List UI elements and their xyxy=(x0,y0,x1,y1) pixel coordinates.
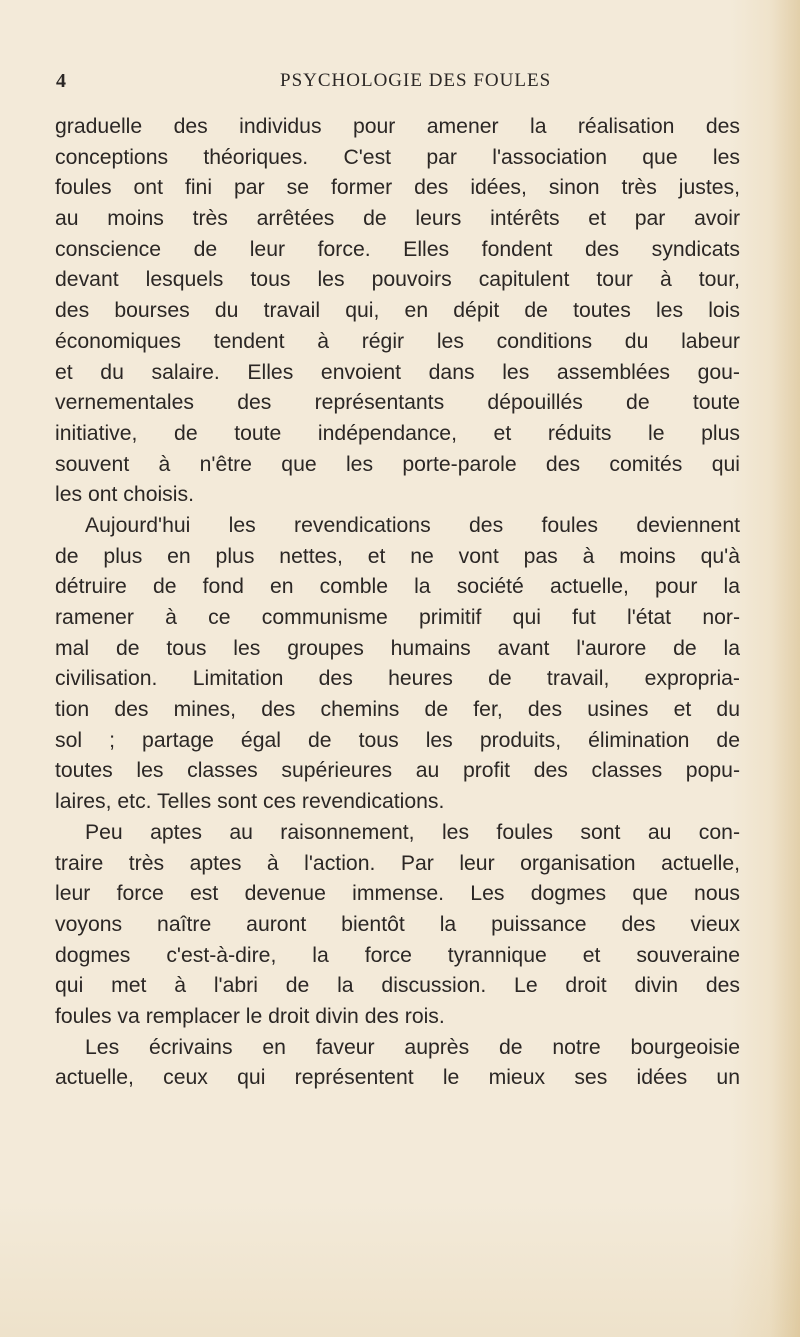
text-line: des bourses du travail qui, en dépit de toutes les lois xyxy=(55,299,740,323)
text-line: ramener à ce communisme primitif qui fut l'état nor- xyxy=(55,606,740,629)
text-line: qui met à l'abri de la discussion. Le droit divin des xyxy=(55,974,740,998)
text-line: toutes les classes supérieures au profit des classes popu- xyxy=(55,759,740,783)
paragraph-start-line: Les écrivains en faveur auprès de notre bourgeoisie xyxy=(85,1035,740,1059)
text-line: et du salaire. Elles envoient dans les assemblées gou- xyxy=(55,360,740,384)
text-line: conceptions théoriques. C'est par l'association que les xyxy=(55,145,740,169)
text-line: traire très aptes à l'action. Par leur organisation actuelle, xyxy=(55,851,740,875)
paragraph-end-line: foules va remplacer le droit divin des rois. xyxy=(55,1004,445,1028)
paragraph-end-line: les ont choisis. xyxy=(55,483,194,507)
body-text xyxy=(55,112,740,1094)
text-line: devant lesquels tous les pouvoirs capitulent tour à tour, xyxy=(55,268,740,292)
text-line: conscience de leur force. Elles fondent des syndicats xyxy=(55,237,740,261)
text-line: dogmes c'est-à-dire, la force tyrannique et souveraine xyxy=(55,943,740,967)
text-line: actuelle, ceux qui représentent le mieux ses idées un xyxy=(55,1066,740,1090)
paragraph-start-line: Aujourd'hui les revendications des foules deviennent xyxy=(85,513,740,537)
text-line: économiques tendent à régir les conditions du labeur xyxy=(55,329,740,353)
text-line: souvent à n'être que les porte-parole des comités qui xyxy=(55,452,740,476)
page-number: 4 xyxy=(56,70,66,92)
text-line: sol ; partage égal de tous les produits, élimination de xyxy=(55,728,740,752)
text-line: mal de tous les groupes humains avant l'aurore de la xyxy=(55,636,740,660)
text-line: leur force est devenue immense. Les dogmes que nous xyxy=(55,882,740,906)
text-line: voyons naître auront bientôt la puissance des vieux xyxy=(55,912,740,936)
paragraph-end-line: laires, etc. Telles sont ces revendications. xyxy=(55,790,445,814)
text-line: initiative, de toute indépendance, et réduits le plus xyxy=(55,421,740,445)
running-head xyxy=(56,70,746,98)
text-line: foules ont fini par se former des idées, sinon très justes, xyxy=(55,176,740,200)
running-title: PSYCHOLOGIE DES FOULES xyxy=(280,70,552,91)
text-line: civilisation. Limitation des heures de travail, expropria- xyxy=(55,667,740,691)
text-line: de plus en plus nettes, et ne vont pas à moins qu'à xyxy=(55,544,740,568)
text-line: au moins très arrêtées de leurs intérêts et par avoir xyxy=(55,207,740,231)
text-line: vernementales des représentants dépouillés de toute xyxy=(55,391,740,415)
text-line: tion des mines, des chemins de fer, des usines et du xyxy=(55,698,740,722)
text-line: détruire de fond en comble la société actuelle, pour la xyxy=(55,575,740,599)
paragraph-start-line: Peu aptes au raisonnement, les foules sont au con- xyxy=(85,820,740,844)
text-line: graduelle des individus pour amener la réalisation des xyxy=(55,115,740,138)
